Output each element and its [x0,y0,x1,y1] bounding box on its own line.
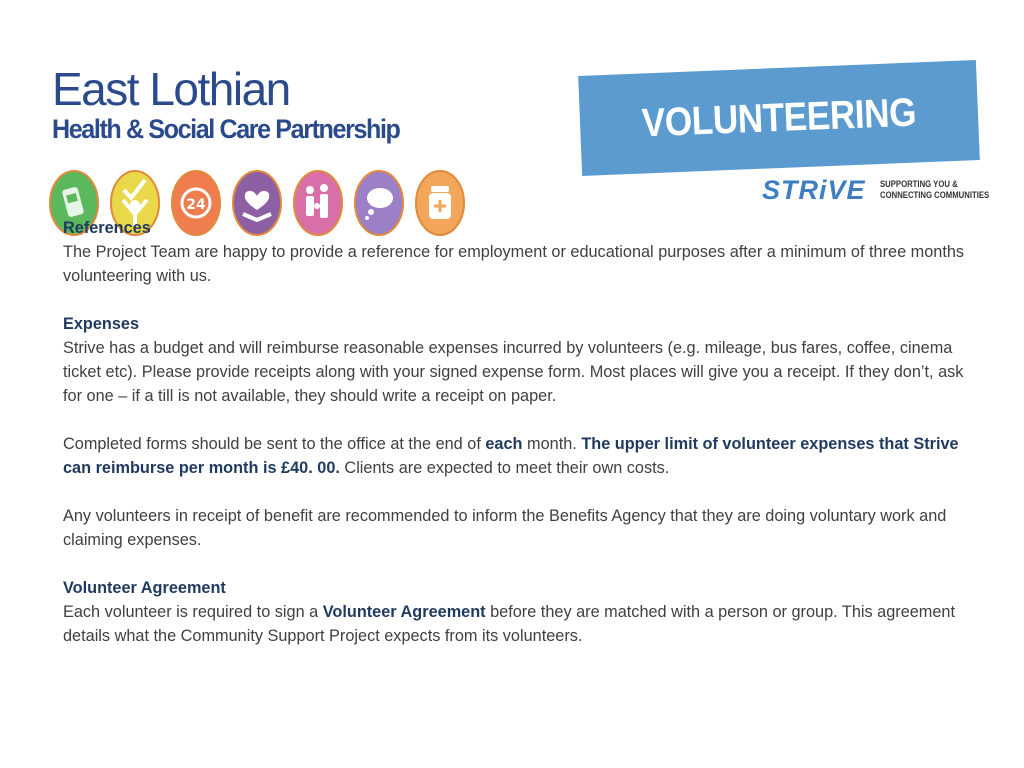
svg-text:24: 24 [186,197,206,213]
agreement-text-1: Each volunteer is required to sign a [63,603,323,621]
forms-text-1: Completed forms should be sent to the office at the end of [63,435,486,453]
strive-tagline-line2: CONNECTING COMMUNITIES [879,190,989,200]
strive-logo [762,172,989,208]
forms-paragraph [63,432,983,480]
expense-limit: The upper limit of volunteer expenses that Strive can reimburse per month is £40. 00. [63,435,959,477]
body-content [63,216,983,672]
strive-tagline-line1: SUPPORTING YOU & [879,179,958,189]
logo-subtitle: Health & Social Care Partnership [52,114,400,144]
references-heading: References [63,219,151,237]
volunteering-banner [578,60,980,176]
agreement-section [63,576,983,648]
banner-title: VOLUNTEERING [641,90,917,145]
agreement-heading: Volunteer Agreement [63,579,226,597]
east-lothian-logo [52,63,452,144]
expenses-text: Strive has a budget and will reimburse reasonable expenses incurred by volunteers (e.g. mileage, bus fares, coffee, cinema ticket etc). Please provide receipts along with your signed expense form. Most places will give you a receipt. If they don’t, ask for one – if a till is not available, they should write a receipt on paper. [63,339,964,405]
agreement-bold: Volunteer Agreement [322,603,486,621]
logo-title: East Lothian [52,63,290,115]
strive-tagline [880,179,989,201]
forms-each: each [485,435,523,453]
expenses-heading: Expenses [63,315,140,333]
references-section [63,216,983,288]
strive-name: STRiVE [762,174,866,205]
forms-text-2: month. [522,435,582,453]
references-text: The Project Team are happy to provide a reference for employment or educational purposes after a minimum of three months volunteering with us. [63,243,965,285]
agreement-text-2: before they are matched with a person or group. This agreement details what the Community Support Project expects from its volunteers. [63,603,955,645]
expenses-section [63,312,983,408]
forms-text-3: Clients are expected to meet their own costs. [339,459,670,477]
benefit-text: Any volunteers in receipt of benefit are recommended to inform the Benefits Agency that they are doing voluntary work and claiming expenses. [63,507,947,549]
benefit-paragraph [63,504,983,552]
